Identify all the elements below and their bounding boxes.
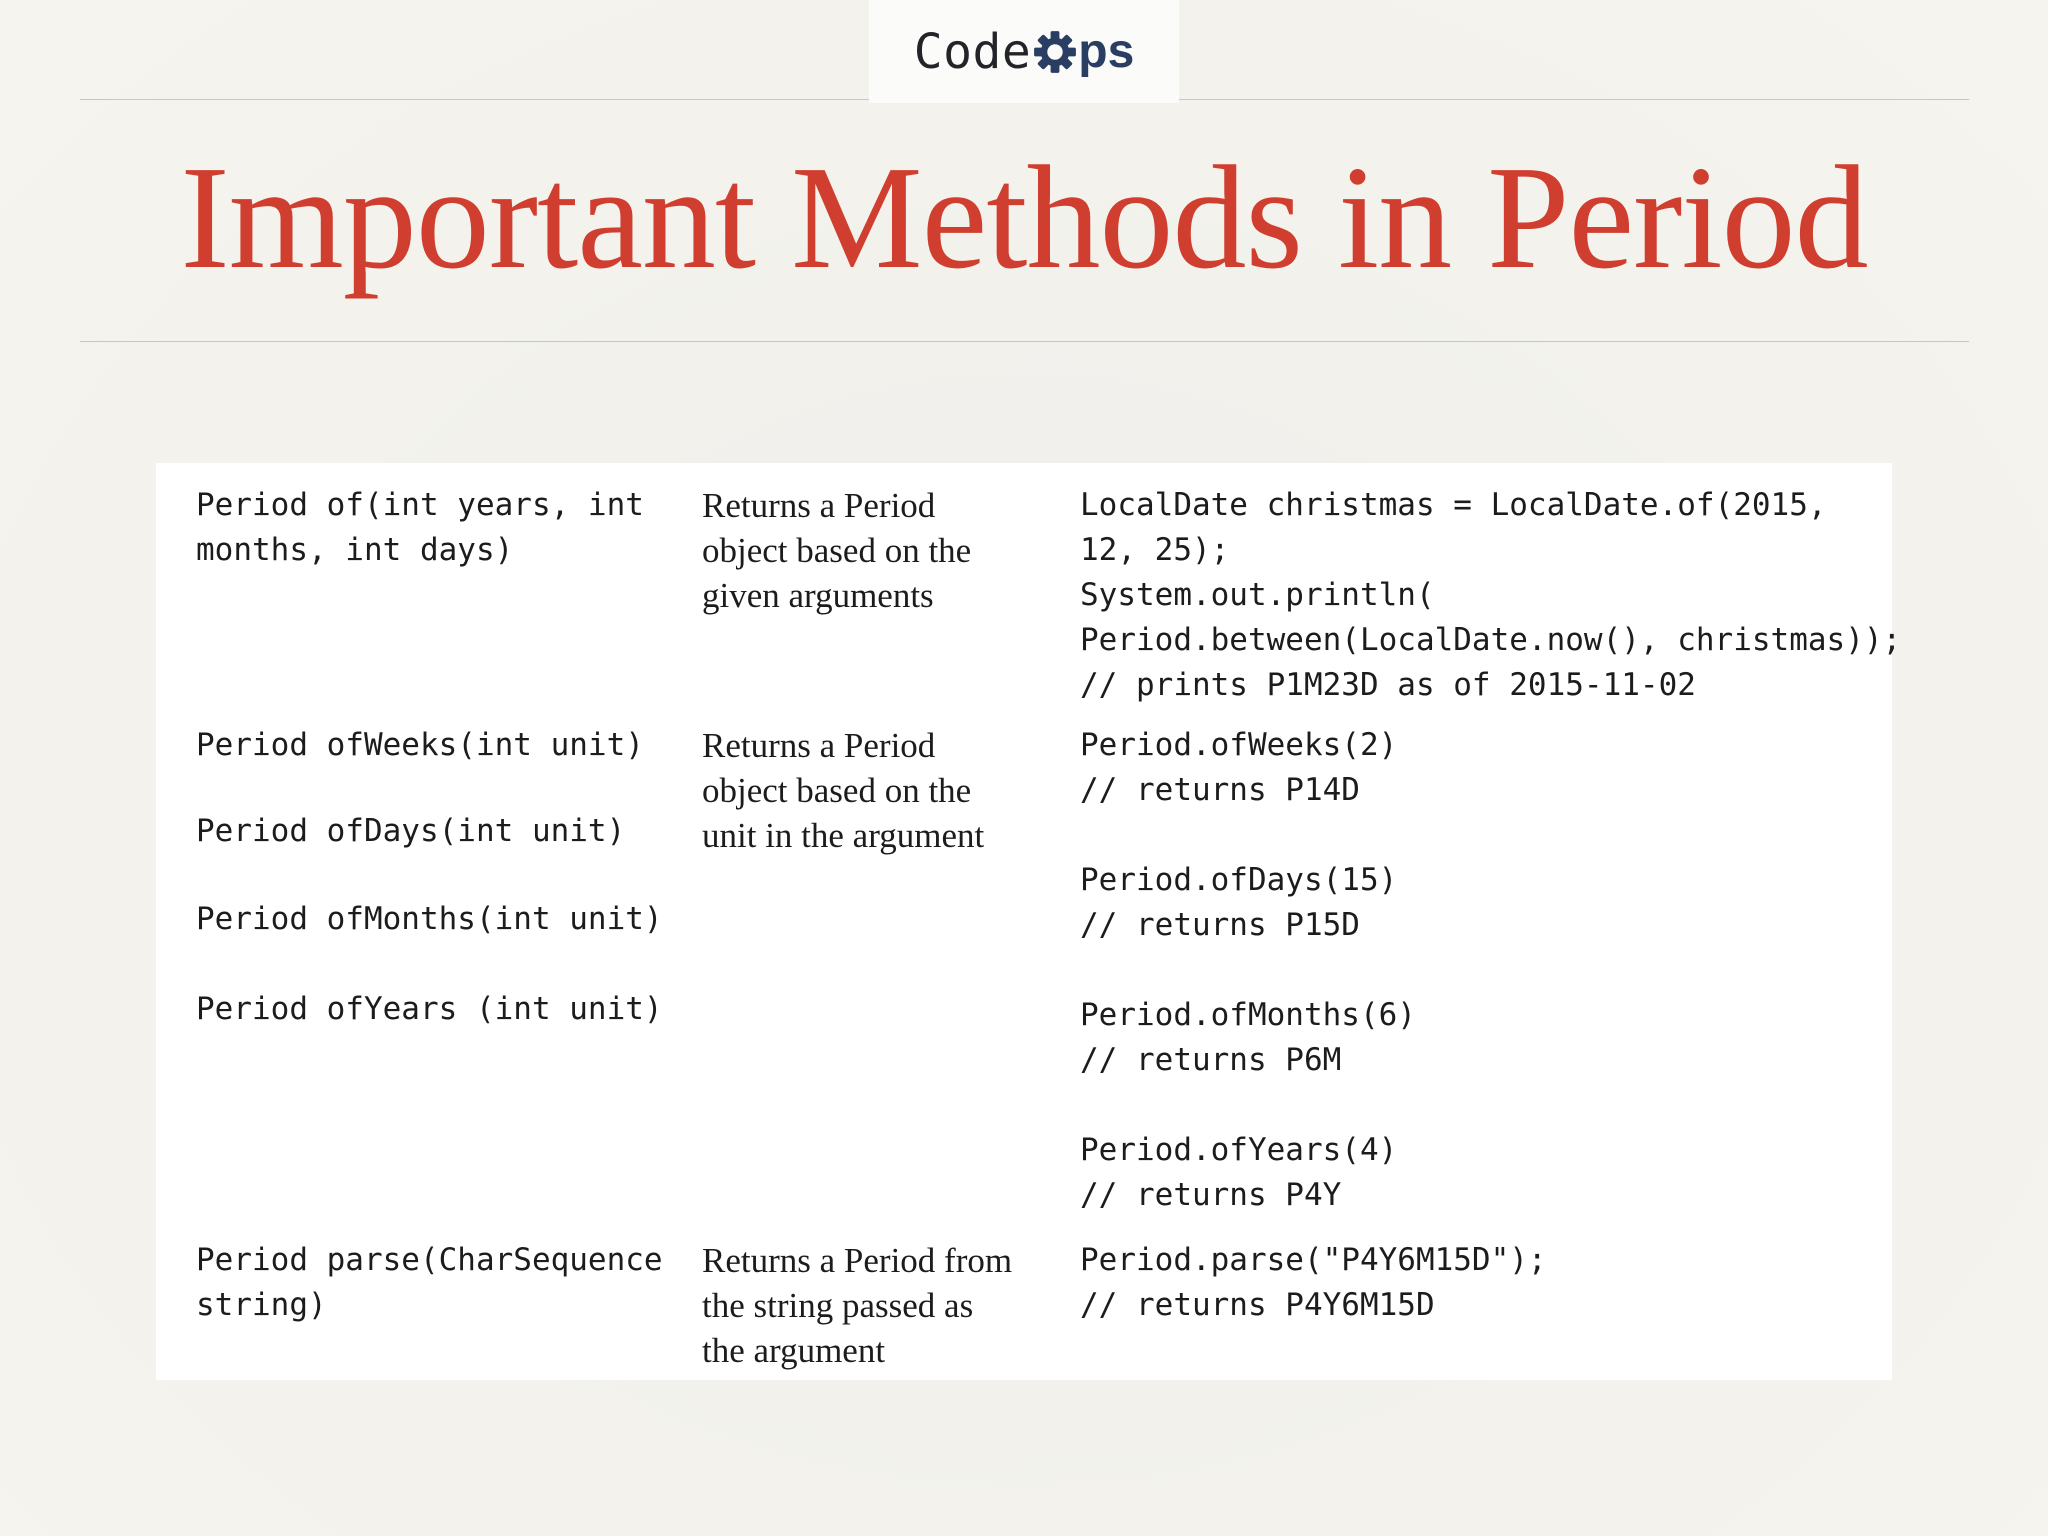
- row3-method-line: Period parse(CharSequence: [196, 1242, 663, 1278]
- row3-method-line: string): [196, 1287, 327, 1323]
- row3-example-line: // returns P4Y6M15D: [1080, 1287, 1435, 1323]
- logo-text-code: Code: [913, 23, 1032, 80]
- row1-description: [702, 483, 971, 618]
- row2-description-line: Returns a Period: [702, 726, 936, 765]
- gear-icon: [1033, 30, 1077, 74]
- row3-description-line: the argument: [702, 1331, 886, 1370]
- methods-table: [156, 463, 1902, 1380]
- example-result: // returns P6M: [1080, 1042, 1342, 1078]
- row3-description-line: Returns a Period from: [702, 1241, 1013, 1280]
- row3-description-line: the string passed as: [702, 1286, 974, 1325]
- row2-method-ofdays: Period ofDays(int unit): [196, 813, 626, 849]
- row3-example-line: Period.parse("P4Y6M15D");: [1080, 1242, 1547, 1278]
- example-call: Period.ofYears(4): [1080, 1132, 1398, 1168]
- row3-method: [196, 1238, 663, 1328]
- example-result: // returns P15D: [1080, 907, 1360, 943]
- row2-method-ofweeks: Period ofWeeks(int unit): [196, 727, 644, 763]
- row1-description-line: Returns a Period: [702, 486, 936, 525]
- row2-description-line: unit in the argument: [702, 816, 985, 855]
- row1-description-line: object based on the: [702, 531, 972, 570]
- row2-method-ofmonths: Period ofMonths(int unit): [196, 901, 663, 937]
- row1-example-line: LocalDate christmas = LocalDate.of(2015,: [1080, 487, 1827, 523]
- row1-example: [1080, 483, 1901, 708]
- row2-example-ofmonths: [1080, 993, 1416, 1083]
- row3-description: [702, 1238, 1012, 1373]
- example-result: // returns P4Y: [1080, 1177, 1342, 1213]
- row1-example-line: 12, 25);: [1080, 532, 1230, 568]
- row2-description: [702, 723, 984, 858]
- row2-example-ofweeks: [1080, 723, 1397, 813]
- row1-example-line: Period.between(LocalDate.now(), christmas));: [1080, 622, 1902, 658]
- example-call: Period.ofDays(15): [1080, 862, 1398, 898]
- row2-method-ofyears: Period ofYears (int unit): [196, 991, 663, 1027]
- row3-example: [1080, 1238, 1547, 1328]
- logo-text-ops: ps: [1078, 24, 1135, 78]
- row2-description-line: object based on the: [702, 771, 972, 810]
- row1-method-line: months, int days): [196, 532, 514, 568]
- row1-method: [196, 483, 644, 573]
- example-call: Period.ofMonths(6): [1080, 997, 1416, 1033]
- row2-example-ofyears: [1080, 1128, 1397, 1218]
- logo: [869, 0, 1179, 103]
- example-call: Period.ofWeeks(2): [1080, 727, 1398, 763]
- row1-example-line: // prints P1M23D as of 2015-11-02: [1080, 667, 1696, 703]
- header-rule-bottom: [80, 341, 1969, 342]
- slide-title: Important Methods in Period: [180, 136, 1868, 300]
- row1-description-line: given arguments: [702, 576, 934, 615]
- example-result: // returns P14D: [1080, 772, 1360, 808]
- row2-example-ofdays: [1080, 858, 1397, 948]
- row1-example-line: System.out.println(: [1080, 577, 1435, 613]
- row1-method-line: Period of(int years, int: [196, 487, 644, 523]
